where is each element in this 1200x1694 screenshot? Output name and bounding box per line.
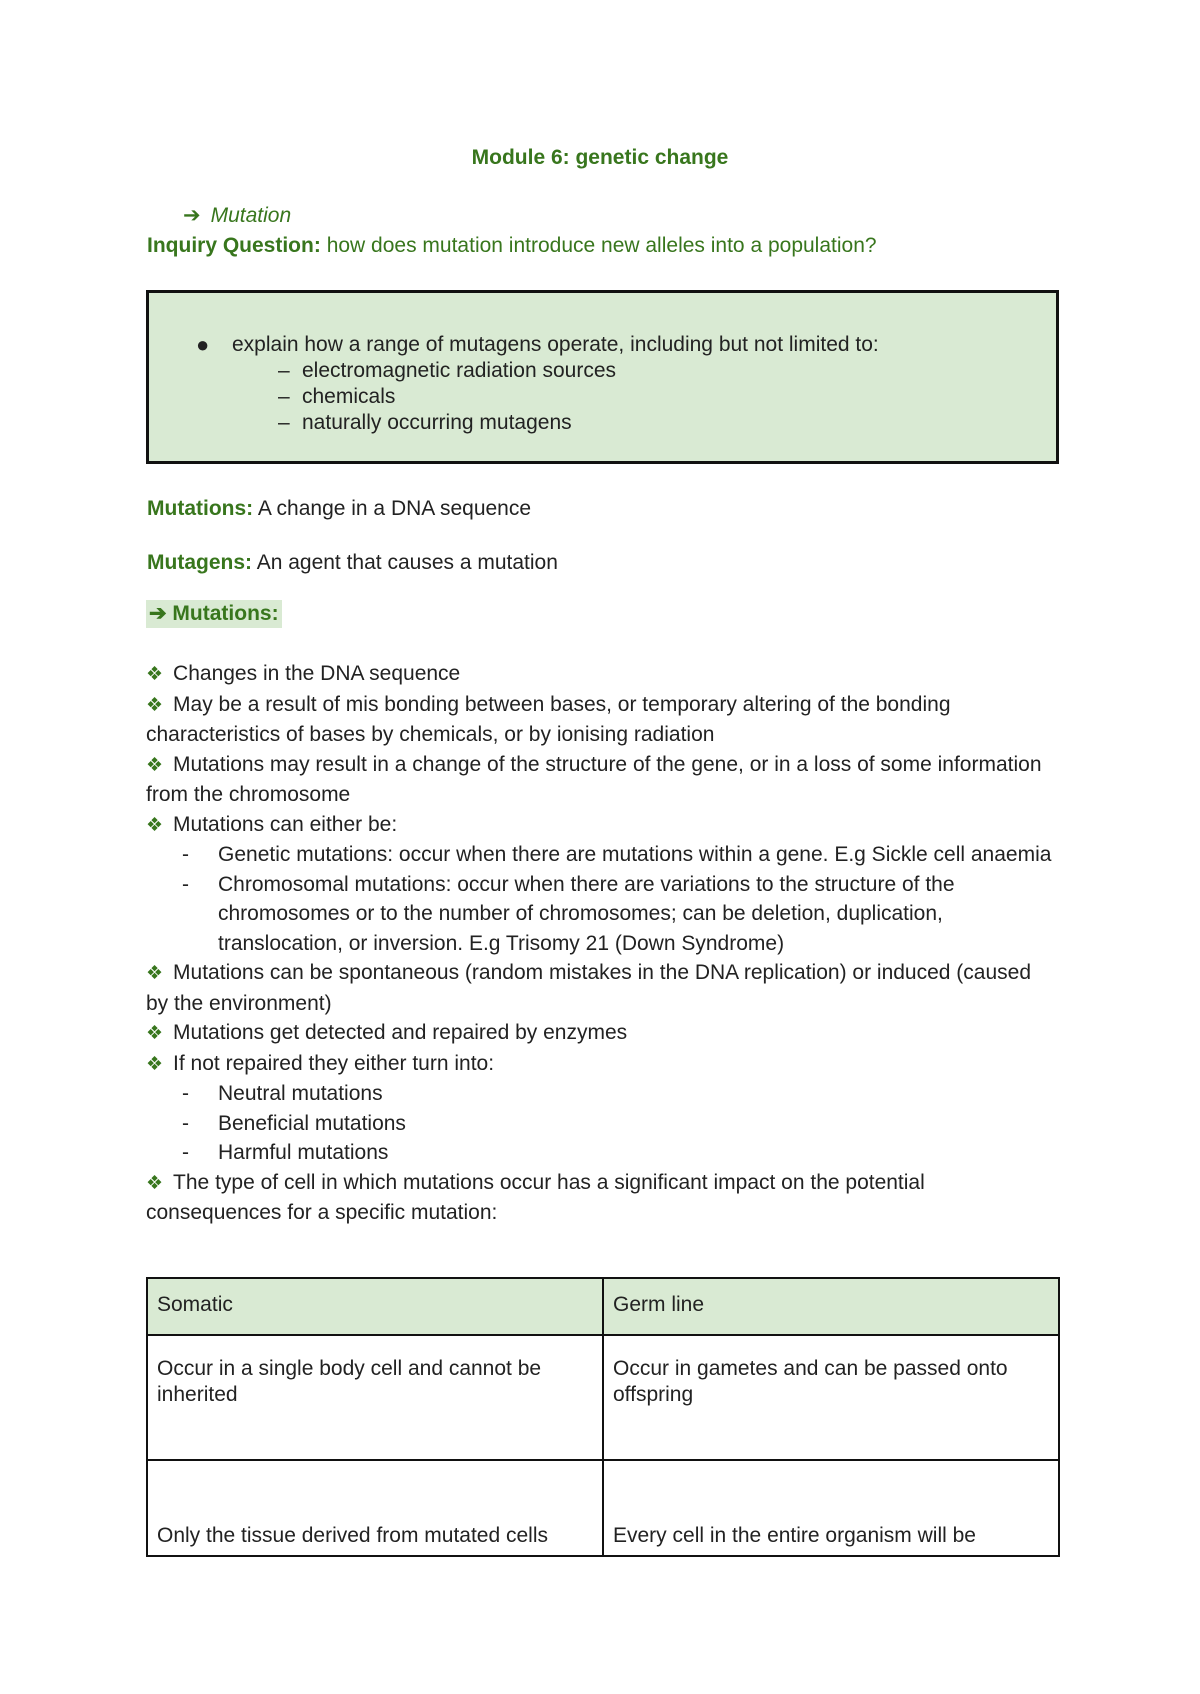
bullet-icon: ●: [196, 332, 210, 357]
table-cell: Every cell in the entire organism will be: [603, 1460, 1059, 1556]
topic-label: Mutation: [210, 204, 292, 227]
note-point: ❖ Mutations can be spontaneous (random mistakes in the DNA replication) or induced (caused by the environment): [146, 961, 1032, 1015]
note-point: ❖ Mutations may result in a change of the structure of the gene, or in a loss of some information from the chromosome: [146, 752, 1042, 806]
inquiry-text: how does mutation introduce new alleles into a population?: [326, 234, 877, 257]
somatic-germline-table: [146, 1277, 1060, 1557]
syllabus-sub-item: – electromagnetic radiation sources: [278, 359, 616, 382]
diamond-bullet-icon: ❖: [146, 1053, 164, 1075]
syllabus-box: [146, 290, 1059, 464]
definition-mutations: Mutations: A change in a DNA sequence: [147, 497, 532, 520]
table-row: [147, 1335, 1059, 1460]
table-header-row: [147, 1278, 1059, 1335]
dash-icon: -: [182, 1141, 189, 1164]
dash-icon: -: [182, 1082, 189, 1105]
page-title: Module 6: genetic change: [471, 146, 729, 169]
diamond-bullet-icon: ❖: [146, 963, 164, 984]
note-point: ❖ Mutations can either be:: [146, 812, 398, 836]
syllabus-sub-item: – chemicals: [278, 385, 396, 408]
section-heading: ➔ Mutations:: [146, 600, 282, 628]
definition-mutagens: Mutagens: An agent that causes a mutation: [147, 551, 558, 574]
note-subpoint: - Genetic mutations: occur when there are mutations within a gene. E.g Sickle cell anaemia: [146, 840, 1056, 870]
note-point: ❖ Changes in the DNA sequence: [146, 662, 461, 685]
diamond-bullet-icon: ❖: [146, 1023, 164, 1044]
table-cell: Only the tissue derived from mutated cells: [147, 1460, 603, 1556]
syllabus-sub-item: – naturally occurring mutagens: [278, 411, 572, 434]
diamond-bullet-icon: ❖: [146, 664, 164, 685]
diamond-bullet-icon: ❖: [146, 814, 164, 836]
diamond-bullet-icon: ❖: [146, 694, 164, 716]
syllabus-main-item: ● explain how a range of mutagens operate, including but not limited to:: [196, 332, 879, 357]
table-header-cell: Somatic: [147, 1278, 603, 1335]
table-header-cell: Germ line: [603, 1278, 1059, 1335]
note-point: ❖ If not repaired they either turn into:: [146, 1051, 495, 1075]
note-point: ❖ The type of cell in which mutations occur has a significant impact on the potential consequences for a specific mutation:: [146, 1170, 925, 1224]
inquiry-label: Inquiry Question:: [147, 234, 321, 257]
topic-line: [183, 203, 291, 229]
note-point: ❖ May be a result of mis bonding between bases, or temporary altering of the bonding characteristics of bases by chemicals, or by ionising radiation: [146, 692, 951, 746]
dash-icon: –: [278, 359, 290, 382]
dash-icon: -: [182, 1111, 189, 1135]
diamond-bullet-icon: ❖: [146, 1172, 164, 1194]
arrow-icon: ➔: [183, 204, 201, 227]
note-point: ❖ Mutations get detected and repaired by enzymes: [146, 1021, 628, 1044]
dash-icon: -: [182, 872, 189, 896]
inquiry-question: [147, 233, 877, 259]
dash-icon: –: [278, 385, 290, 408]
note-subpoint: - Neutral mutations: [146, 1079, 1056, 1109]
dash-icon: -: [182, 843, 189, 866]
dash-icon: –: [278, 411, 290, 434]
note-subpoint: - Chromosomal mutations: occur when there are variations to the structure of the chromosomes or to the number of chromosomes; can be deletion, duplication, translocation, or inversion. E.g Trisomy 21 (Down Syndrome): [146, 870, 1056, 959]
table-cell: Occur in gametes and can be passed onto offspring: [603, 1335, 1059, 1460]
diamond-bullet-icon: ❖: [146, 754, 164, 776]
table-cell: Occur in a single body cell and cannot be inherited: [147, 1335, 603, 1460]
table-row: [147, 1460, 1059, 1556]
note-subpoint: - Beneficial mutations: [146, 1109, 1056, 1139]
mutation-notes: [146, 659, 1056, 1228]
syllabus-list: [196, 332, 879, 436]
note-subpoint: - Harmful mutations: [146, 1138, 1056, 1168]
